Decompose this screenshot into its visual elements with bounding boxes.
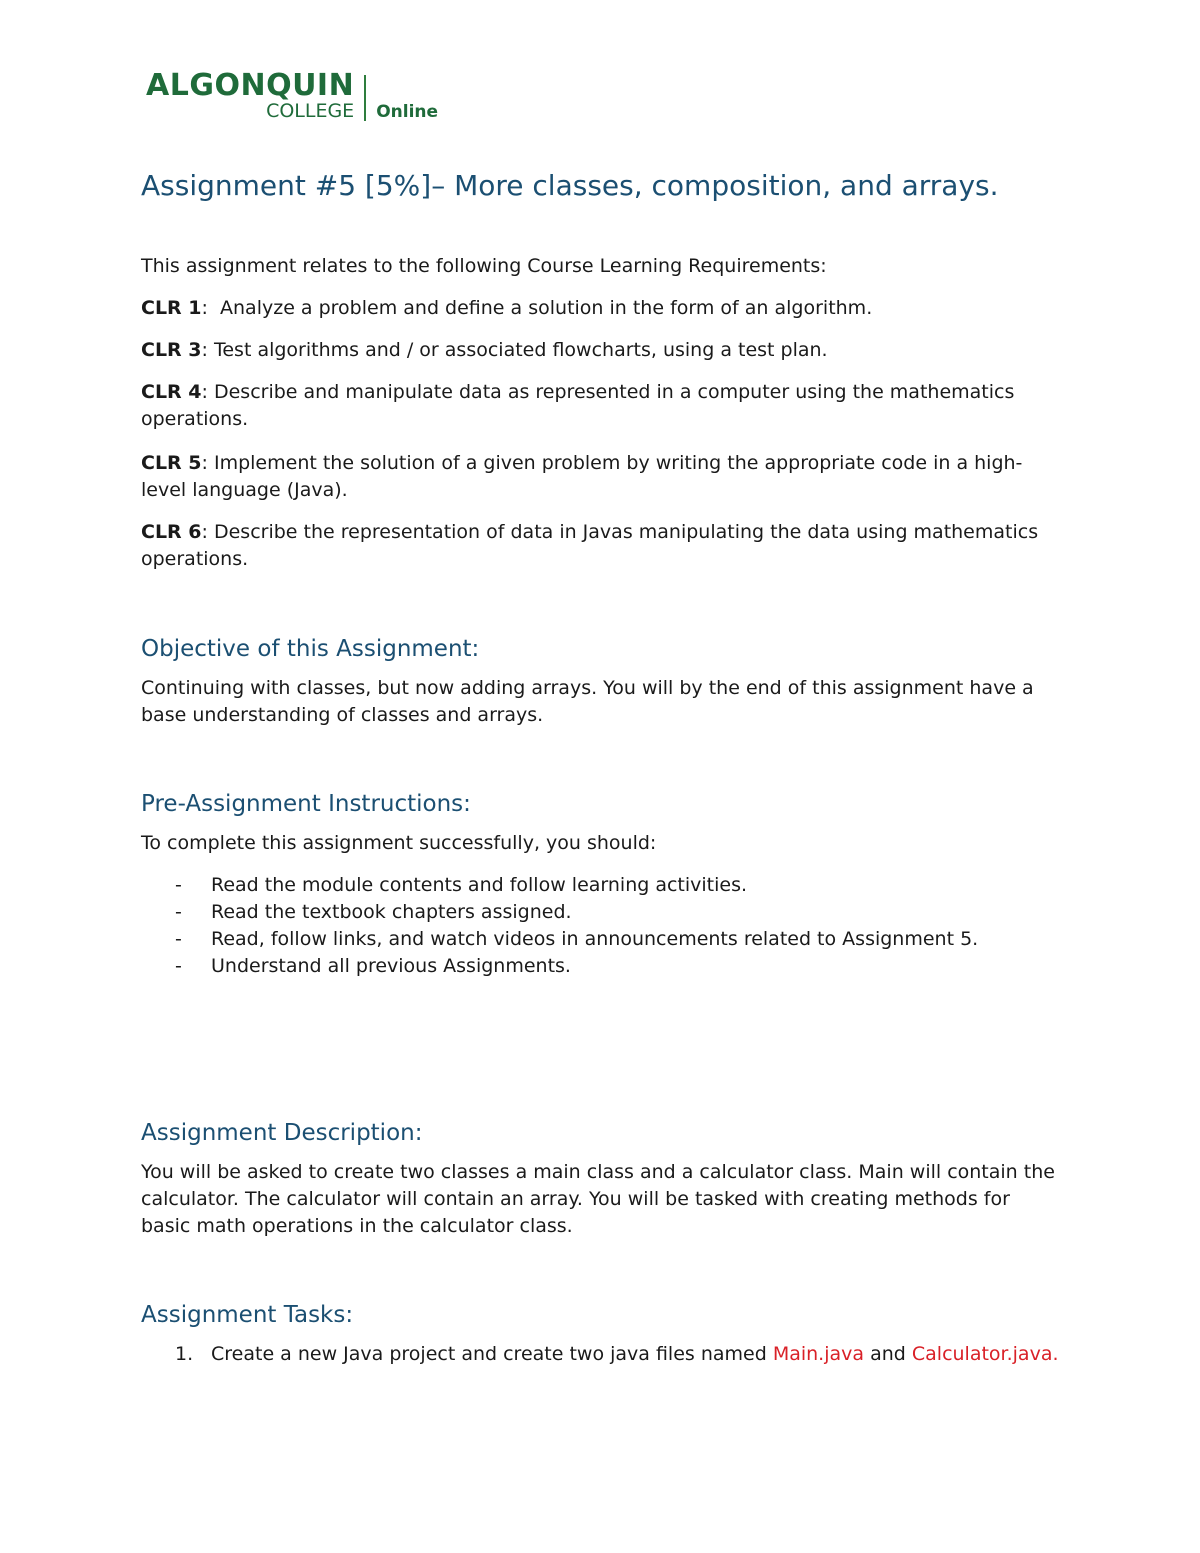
clr-item [141, 295, 1061, 322]
description-heading: Assignment Description: [141, 1120, 423, 1146]
task-number: 1. [175, 1343, 194, 1365]
clr-text: Implement the solution of a given problem by writing the appropriate code in a high-level language (Java). [141, 452, 1023, 501]
tasks-list [141, 1341, 1061, 1368]
clr-item [141, 379, 1061, 433]
clr-separator: : [201, 339, 214, 361]
clr-text: Analyze a problem and define a solution in the form of an algorithm. [220, 297, 873, 319]
task-item [141, 1341, 1061, 1368]
clr-separator: : [201, 297, 221, 319]
bullet-dash: - [175, 955, 182, 977]
page-title: Assignment #5 [5%]– More classes, composition, and arrays. [141, 169, 999, 202]
pre-assignment-body: To complete this assignment successfully, you should: [141, 832, 657, 854]
list-item [141, 872, 1061, 899]
clr-separator: : [201, 381, 214, 403]
file-name-calculator: Calculator.java. [911, 1343, 1059, 1365]
pre-assignment-heading: Pre-Assignment Instructions: [141, 791, 471, 817]
algonquin-college-logo [146, 70, 438, 126]
pre-assignment-list [141, 872, 1061, 980]
clr-item [141, 337, 1061, 364]
file-name-main: Main.java [772, 1343, 865, 1365]
list-item-text: Read the textbook chapters assigned. [211, 901, 572, 923]
objective-heading: Objective of this Assignment: [141, 636, 480, 662]
clr-text: Test algorithms and / or associated flowcharts, using a test plan. [213, 339, 828, 361]
description-body: You will be asked to create two classes a main class and a calculator class. Main will contain the calculator. The calculator will contain an array. You will be tasked with creating methods for basic math operations in the calculator class. [141, 1161, 1055, 1237]
logo-divider [364, 75, 366, 121]
bullet-dash: - [175, 874, 182, 896]
bullet-dash: - [175, 928, 182, 950]
clr-label: CLR 4 [141, 381, 202, 403]
clr-label: CLR 1 [141, 297, 202, 319]
clr-item [141, 450, 1061, 504]
logo-main-text: ALGONQUIN [146, 68, 355, 103]
logo-wordmark [146, 70, 354, 121]
list-item-text: Understand all previous Assignments. [211, 955, 571, 977]
logo-sub-text: COLLEGE [266, 100, 355, 122]
objective-body: Continuing with classes, but now adding arrays. You will by the end of this assignment have a base understanding of classes and arrays. [141, 677, 1034, 726]
clr-separator: : [201, 521, 214, 543]
bullet-dash: - [175, 901, 182, 923]
clr-label: CLR 5 [141, 452, 202, 474]
logo-online-text: Online [376, 102, 439, 122]
task-text: Create a new Java project and create two java files named [211, 1343, 773, 1365]
list-item-text: Read the module contents and follow learning activities. [211, 874, 748, 896]
clr-text: Describe the representation of data in Javas manipulating the data using mathematics operations. [141, 521, 1039, 570]
list-item [141, 899, 1061, 926]
clr-item [141, 519, 1061, 573]
clr-intro: This assignment relates to the following Course Learning Requirements: [141, 255, 827, 277]
tasks-heading: Assignment Tasks: [141, 1302, 354, 1328]
clr-text: Describe and manipulate data as represented in a computer using the mathematics operations. [141, 381, 1015, 430]
list-item-text: Read, follow links, and watch videos in announcements related to Assignment 5. [211, 928, 979, 950]
task-text-mid: and [864, 1343, 912, 1365]
list-item [141, 926, 1061, 953]
clr-label: CLR 3 [141, 339, 202, 361]
list-item [141, 953, 1061, 980]
clr-separator: : [201, 452, 214, 474]
clr-label: CLR 6 [141, 521, 202, 543]
